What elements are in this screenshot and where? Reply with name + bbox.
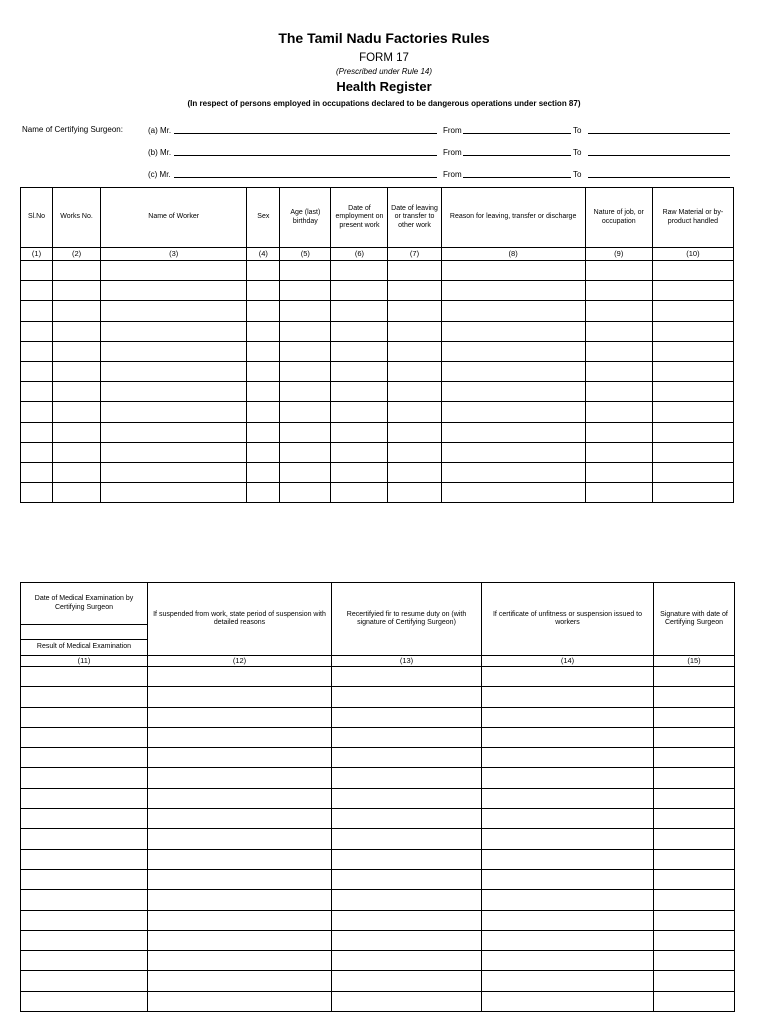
table-cell[interactable]: [21, 951, 148, 971]
table-cell[interactable]: [247, 442, 280, 462]
table-cell[interactable]: [388, 281, 441, 301]
table-cell[interactable]: [441, 402, 585, 422]
table-row: [21, 261, 734, 281]
col-number: (13): [332, 656, 482, 667]
table-cell[interactable]: [654, 829, 735, 849]
table-cell[interactable]: [388, 261, 441, 281]
table-cell[interactable]: [280, 483, 331, 503]
table-cell[interactable]: [652, 301, 733, 321]
table-cell[interactable]: [247, 483, 280, 503]
col-number: (11): [21, 656, 148, 667]
table-cell[interactable]: [332, 707, 482, 727]
table-row: [21, 341, 734, 361]
table-cell[interactable]: [654, 849, 735, 869]
table-cell[interactable]: [331, 382, 388, 402]
table-cell[interactable]: [53, 301, 101, 321]
table-cell[interactable]: [388, 382, 441, 402]
table-cell[interactable]: [21, 748, 148, 768]
table-cell[interactable]: [585, 462, 652, 482]
table-row: [21, 869, 735, 889]
table-cell[interactable]: [21, 402, 53, 422]
col-number: (2): [53, 248, 101, 261]
table-cell[interactable]: [101, 301, 247, 321]
table-cell[interactable]: [652, 361, 733, 381]
table-cell[interactable]: [148, 768, 332, 788]
table-cell[interactable]: [21, 422, 53, 442]
table-cell[interactable]: [101, 483, 247, 503]
table-cell[interactable]: [148, 748, 332, 768]
table-cell[interactable]: [148, 910, 332, 930]
col-header-sex: Sex: [247, 188, 280, 248]
table-cell[interactable]: [388, 341, 441, 361]
table-cell[interactable]: [441, 281, 585, 301]
table-cell[interactable]: [247, 361, 280, 381]
table-cell[interactable]: [332, 890, 482, 910]
table-row: [21, 422, 734, 442]
table-cell[interactable]: [482, 727, 654, 747]
table-cell[interactable]: [441, 321, 585, 341]
table-cell[interactable]: [148, 971, 332, 991]
table-cell[interactable]: [247, 261, 280, 281]
table-cell[interactable]: [441, 462, 585, 482]
table-cell[interactable]: [652, 442, 733, 462]
col-number: (9): [585, 248, 652, 261]
table-cell[interactable]: [21, 442, 53, 462]
table-cell[interactable]: [652, 462, 733, 482]
table-cell[interactable]: [482, 829, 654, 849]
table-cell[interactable]: [280, 422, 331, 442]
prescribed-rule: (Prescribed under Rule 14): [335, 67, 433, 76]
table-row: [21, 382, 734, 402]
table-cell[interactable]: [654, 890, 735, 910]
table-cell[interactable]: [654, 667, 735, 687]
table-cell[interactable]: [654, 971, 735, 991]
col-number: (8): [441, 248, 585, 261]
table-row: [21, 321, 734, 341]
table-row: [21, 768, 735, 788]
medical-examination-table: [20, 582, 735, 1012]
table-row: [21, 281, 734, 301]
table-row: [21, 890, 735, 910]
table-cell[interactable]: [21, 361, 53, 381]
table-cell[interactable]: [388, 462, 441, 482]
table-cell[interactable]: [21, 687, 148, 707]
surgeon-c-from-label: From: [443, 170, 462, 179]
surgeon-a-from-label: From: [443, 126, 462, 135]
table-cell[interactable]: [21, 829, 148, 849]
col-number: (7): [388, 248, 441, 261]
surgeon-a-prefix: (a) Mr.: [148, 126, 172, 135]
table-cell[interactable]: [654, 991, 735, 1011]
table-cell[interactable]: [585, 341, 652, 361]
table-cell[interactable]: [652, 281, 733, 301]
table-cell[interactable]: [331, 321, 388, 341]
worker-register-table: [20, 187, 734, 503]
table-cell[interactable]: [652, 402, 733, 422]
table-cell[interactable]: [280, 261, 331, 281]
table-cell[interactable]: [21, 281, 53, 301]
table-cell[interactable]: [332, 971, 482, 991]
table-cell[interactable]: [332, 788, 482, 808]
table-cell[interactable]: [331, 483, 388, 503]
table-cell[interactable]: [101, 261, 247, 281]
table-cell[interactable]: [482, 667, 654, 687]
col-header-date-of-employment: Date of employment on present work: [331, 188, 388, 248]
table-cell[interactable]: [21, 321, 53, 341]
col-number: (6): [331, 248, 388, 261]
table-cell[interactable]: [247, 321, 280, 341]
table-cell[interactable]: [332, 687, 482, 707]
table-cell[interactable]: [332, 869, 482, 889]
table-cell[interactable]: [53, 422, 101, 442]
table-cell[interactable]: [21, 930, 148, 950]
table-cell[interactable]: [148, 829, 332, 849]
table-cell[interactable]: [654, 869, 735, 889]
table-cell[interactable]: [654, 687, 735, 707]
table-cell[interactable]: [21, 301, 53, 321]
table-cell[interactable]: [388, 361, 441, 381]
table-row: [21, 361, 734, 381]
col-number: (10): [652, 248, 733, 261]
table-cell[interactable]: [21, 869, 148, 889]
table-row: [21, 910, 735, 930]
table-cell[interactable]: [482, 788, 654, 808]
table-cell[interactable]: [482, 849, 654, 869]
table-row: [21, 402, 734, 422]
table-cell[interactable]: [21, 261, 53, 281]
table-cell[interactable]: [652, 422, 733, 442]
table-cell[interactable]: [654, 788, 735, 808]
table-cell[interactable]: [332, 951, 482, 971]
exam-date-cell[interactable]: [21, 625, 148, 640]
surgeon-b-prefix: (b) Mr.: [148, 148, 172, 157]
col-header-recertified: Recertifyied fir to resume duty on (with signature of Certifying Surgeon): [332, 583, 482, 656]
table-cell[interactable]: [21, 971, 148, 991]
table-cell[interactable]: [482, 910, 654, 930]
table-cell[interactable]: [441, 301, 585, 321]
table-cell[interactable]: [331, 281, 388, 301]
table-cell[interactable]: [53, 341, 101, 361]
surgeon-b-name-field[interactable]: [174, 155, 437, 156]
table-cell[interactable]: [585, 261, 652, 281]
table-cell[interactable]: [101, 341, 247, 361]
table-cell[interactable]: [332, 991, 482, 1011]
table-cell[interactable]: [148, 849, 332, 869]
table-cell[interactable]: [101, 422, 247, 442]
col-header-works-no: Works No.: [53, 188, 101, 248]
table-row: [21, 951, 735, 971]
table-cell[interactable]: [441, 341, 585, 361]
table-cell[interactable]: [21, 382, 53, 402]
table-cell[interactable]: [388, 422, 441, 442]
table-cell[interactable]: [654, 768, 735, 788]
table-cell[interactable]: [482, 707, 654, 727]
surgeon-c-to-field[interactable]: [588, 177, 730, 178]
table-cell[interactable]: [53, 462, 101, 482]
table-cell[interactable]: [101, 402, 247, 422]
table-cell[interactable]: [247, 301, 280, 321]
table-cell[interactable]: [585, 281, 652, 301]
table-cell[interactable]: [280, 462, 331, 482]
col-header-date-of-leaving: Date of leaving or transfer to other work: [388, 188, 441, 248]
table-row: [21, 809, 735, 829]
table-cell[interactable]: [53, 402, 101, 422]
table-cell[interactable]: [331, 301, 388, 321]
table-cell[interactable]: [652, 382, 733, 402]
col-header-unfitness-certificate: If certificate of unfitness or suspension issued to workers: [482, 583, 654, 656]
table-cell[interactable]: [101, 462, 247, 482]
table-cell[interactable]: [53, 261, 101, 281]
table-cell[interactable]: [21, 788, 148, 808]
col-number: (1): [21, 248, 53, 261]
table-cell[interactable]: [585, 382, 652, 402]
table-row: [21, 687, 735, 707]
col-number: (5): [280, 248, 331, 261]
table-cell[interactable]: [585, 321, 652, 341]
surgeon-a-from-field[interactable]: [463, 133, 571, 134]
table-cell[interactable]: [332, 910, 482, 930]
table-cell[interactable]: [332, 809, 482, 829]
surgeon-c-prefix: (c) Mr.: [148, 170, 171, 179]
surgeon-c-name-field[interactable]: [174, 177, 437, 178]
surgeon-a-to-label: To: [573, 126, 582, 135]
table-cell[interactable]: [280, 442, 331, 462]
table-cell[interactable]: [332, 849, 482, 869]
certifying-surgeon-label: Name of Certifying Surgeon:: [22, 125, 123, 134]
table-cell[interactable]: [280, 361, 331, 381]
table-cell[interactable]: [101, 382, 247, 402]
table-cell[interactable]: [654, 707, 735, 727]
table-cell[interactable]: [332, 748, 482, 768]
table-cell[interactable]: [148, 727, 332, 747]
table-cell[interactable]: [331, 361, 388, 381]
exam-table-body: [21, 667, 735, 1012]
table-cell[interactable]: [331, 402, 388, 422]
table-cell[interactable]: [247, 462, 280, 482]
table-cell[interactable]: [53, 361, 101, 381]
table-cell[interactable]: [482, 869, 654, 889]
table-cell[interactable]: [482, 687, 654, 707]
table-cell[interactable]: [388, 321, 441, 341]
table-cell[interactable]: [21, 890, 148, 910]
form-number: FORM 17: [359, 52, 409, 64]
table-cell[interactable]: [53, 321, 101, 341]
col-header-name-of-worker: Name of Worker: [101, 188, 247, 248]
table-cell[interactable]: [331, 341, 388, 361]
table-cell[interactable]: [332, 930, 482, 950]
table-cell[interactable]: [482, 971, 654, 991]
col-number: (15): [654, 656, 735, 667]
table-cell[interactable]: [585, 442, 652, 462]
table-cell[interactable]: [331, 462, 388, 482]
table-cell[interactable]: [247, 422, 280, 442]
table-cell[interactable]: [441, 442, 585, 462]
table-cell[interactable]: [21, 341, 53, 361]
table-cell[interactable]: [585, 402, 652, 422]
surgeon-b-to-field[interactable]: [588, 155, 730, 156]
surgeon-c-to-label: To: [573, 170, 582, 179]
table-cell[interactable]: [101, 442, 247, 462]
exam-table-number-row: [21, 656, 735, 667]
table-cell[interactable]: [654, 727, 735, 747]
surgeon-a-name-field[interactable]: [174, 133, 437, 134]
table-cell[interactable]: [280, 281, 331, 301]
table-cell[interactable]: [21, 768, 148, 788]
table-cell[interactable]: [654, 930, 735, 950]
table-row: [21, 788, 735, 808]
table-cell[interactable]: [21, 667, 148, 687]
table-row: [21, 849, 735, 869]
col-header-raw-material: Raw Material or by-product handled: [652, 188, 733, 248]
table-cell[interactable]: [148, 707, 332, 727]
table-row: [21, 707, 735, 727]
worker-table-number-row: [21, 248, 734, 261]
table-cell[interactable]: [388, 402, 441, 422]
surgeon-a-to-field[interactable]: [588, 133, 730, 134]
table-row: [21, 483, 734, 503]
table-cell[interactable]: [388, 483, 441, 503]
table-row: [21, 667, 735, 687]
table-cell[interactable]: [148, 869, 332, 889]
table-cell[interactable]: [585, 483, 652, 503]
table-cell[interactable]: [148, 991, 332, 1011]
table-cell[interactable]: [331, 261, 388, 281]
table-row: [21, 748, 735, 768]
surgeon-c-from-field[interactable]: [463, 177, 571, 178]
table-cell[interactable]: [482, 991, 654, 1011]
table-cell[interactable]: [21, 727, 148, 747]
table-cell[interactable]: [585, 422, 652, 442]
table-cell[interactable]: [247, 281, 280, 301]
table-cell[interactable]: [331, 442, 388, 462]
col-header-nature-of-job: Nature of job, or occupation: [585, 188, 652, 248]
surgeon-b-from-label: From: [443, 148, 462, 157]
col-header-surgeon-signature: Signature with date of Certifying Surgeon: [654, 583, 735, 656]
table-cell[interactable]: [247, 402, 280, 422]
table-cell[interactable]: [148, 809, 332, 829]
table-cell[interactable]: [148, 667, 332, 687]
table-cell[interactable]: [148, 788, 332, 808]
table-cell[interactable]: [388, 301, 441, 321]
table-cell[interactable]: [332, 768, 482, 788]
register-title: Health Register: [336, 79, 432, 94]
table-cell[interactable]: [53, 483, 101, 503]
table-cell[interactable]: [21, 849, 148, 869]
surgeon-b-to-label: To: [573, 148, 582, 157]
table-cell[interactable]: [585, 301, 652, 321]
table-cell[interactable]: [654, 910, 735, 930]
table-row: [21, 462, 734, 482]
table-cell[interactable]: [482, 748, 654, 768]
surgeon-b-from-field[interactable]: [463, 155, 571, 156]
table-cell[interactable]: [148, 687, 332, 707]
table-cell[interactable]: [21, 991, 148, 1011]
table-cell[interactable]: [482, 951, 654, 971]
col-header-exam-date: Date of Medical Examination by Certifying Surgeon: [21, 583, 148, 625]
table-row: [21, 930, 735, 950]
col-number: (12): [148, 656, 332, 667]
table-cell[interactable]: [53, 281, 101, 301]
table-cell[interactable]: [585, 361, 652, 381]
table-cell[interactable]: [21, 483, 53, 503]
col-header-reason-for-leaving: Reason for leaving, transfer or discharge: [441, 188, 585, 248]
table-cell[interactable]: [247, 341, 280, 361]
table-cell[interactable]: [652, 483, 733, 503]
table-cell[interactable]: [652, 261, 733, 281]
col-header-age: Age (last) birthday: [280, 188, 331, 248]
table-cell[interactable]: [280, 382, 331, 402]
table-cell[interactable]: [280, 321, 331, 341]
table-cell[interactable]: [441, 422, 585, 442]
worker-table-header-row: [21, 188, 734, 248]
table-cell[interactable]: [331, 422, 388, 442]
table-cell[interactable]: [332, 667, 482, 687]
table-cell[interactable]: [21, 809, 148, 829]
table-cell[interactable]: [280, 301, 331, 321]
table-cell[interactable]: [148, 930, 332, 950]
table-cell[interactable]: [654, 951, 735, 971]
col-header-suspension: If suspended from work, state period of suspension with detailed reasons: [148, 583, 332, 656]
worker-table-body: [21, 261, 734, 503]
table-cell[interactable]: [482, 809, 654, 829]
col-number: (3): [101, 248, 247, 261]
table-cell[interactable]: [101, 281, 247, 301]
table-cell[interactable]: [280, 402, 331, 422]
table-cell[interactable]: [101, 321, 247, 341]
col-number: (14): [482, 656, 654, 667]
table-cell[interactable]: [652, 341, 733, 361]
table-cell[interactable]: [332, 727, 482, 747]
table-row: [21, 991, 735, 1011]
table-cell[interactable]: [21, 910, 148, 930]
table-cell[interactable]: [148, 890, 332, 910]
table-cell[interactable]: [441, 382, 585, 402]
exam-table-header-row: [21, 583, 735, 625]
table-row: [21, 442, 734, 462]
table-cell[interactable]: [654, 809, 735, 829]
table-cell[interactable]: [53, 442, 101, 462]
table-cell[interactable]: [21, 462, 53, 482]
col-header-exam-result: Result of Medical Examination: [21, 640, 148, 656]
register-note: (In respect of persons employed in occupations declared to be dangerous operations under section 87): [187, 99, 581, 108]
table-cell[interactable]: [332, 829, 482, 849]
table-cell[interactable]: [482, 930, 654, 950]
table-cell[interactable]: [101, 361, 247, 381]
table-cell[interactable]: [247, 382, 280, 402]
table-cell[interactable]: [654, 748, 735, 768]
table-cell[interactable]: [388, 442, 441, 462]
form-title: The Tamil Nadu Factories Rules: [278, 30, 490, 46]
col-header-sl-no: Sl.No: [21, 188, 53, 248]
table-cell[interactable]: [482, 768, 654, 788]
col-number: (4): [247, 248, 280, 261]
table-cell[interactable]: [441, 361, 585, 381]
table-cell[interactable]: [148, 951, 332, 971]
table-row: [21, 829, 735, 849]
table-row: [21, 727, 735, 747]
table-row: [21, 301, 734, 321]
table-row: [21, 971, 735, 991]
table-cell[interactable]: [53, 382, 101, 402]
table-cell[interactable]: [21, 707, 148, 727]
table-cell[interactable]: [280, 341, 331, 361]
table-cell[interactable]: [441, 483, 585, 503]
table-cell[interactable]: [482, 890, 654, 910]
table-cell[interactable]: [652, 321, 733, 341]
table-cell[interactable]: [441, 261, 585, 281]
